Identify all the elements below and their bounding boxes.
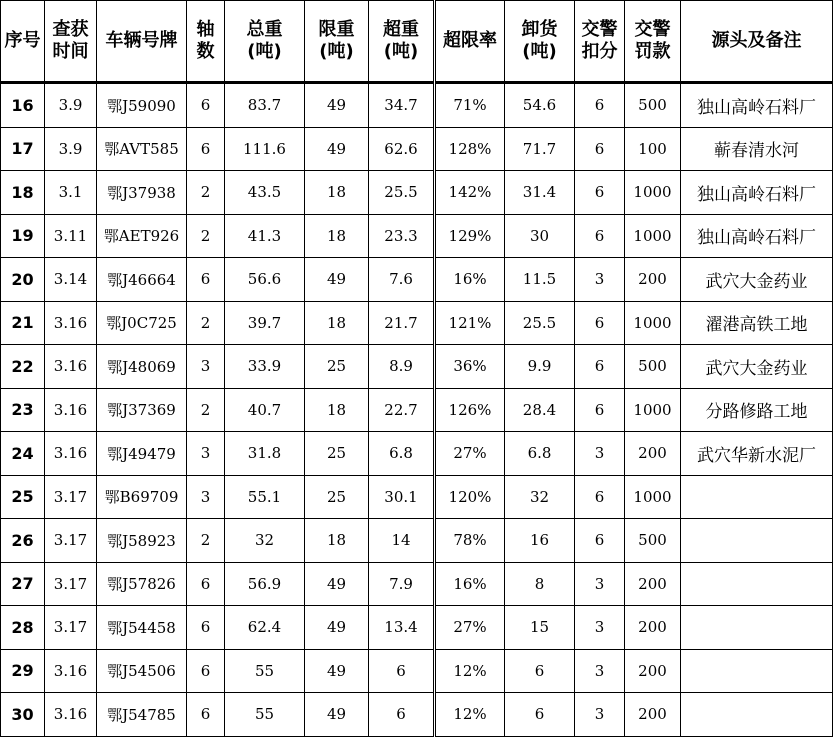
cell-index: 18 (1, 171, 45, 215)
table-header (1, 1, 833, 83)
cell-overload-rate: 12% (435, 649, 505, 693)
cell-gross-weight: 111.6 (225, 127, 305, 171)
cell-police-points: 6 (575, 171, 625, 215)
cell-axles: 6 (187, 649, 225, 693)
cell-index: 20 (1, 258, 45, 302)
cell-plate: 鄂AET926 (97, 214, 187, 258)
header-overload-rate (435, 1, 505, 83)
cell-police-fine: 200 (625, 432, 681, 476)
cell-seized-date: 3.16 (45, 693, 97, 737)
cell-axles: 6 (187, 258, 225, 302)
cell-index: 22 (1, 345, 45, 389)
cell-unloaded: 6 (505, 693, 575, 737)
cell-gross-weight: 55 (225, 649, 305, 693)
cell-plate: 鄂J58923 (97, 519, 187, 563)
cell-axles: 2 (187, 171, 225, 215)
cell-gross-weight: 32 (225, 519, 305, 563)
cell-weight-limit: 18 (305, 388, 369, 432)
cell-seized-date: 3.16 (45, 301, 97, 345)
cell-police-fine: 200 (625, 649, 681, 693)
cell-overweight: 6.8 (369, 432, 435, 476)
cell-police-points: 3 (575, 693, 625, 737)
cell-index: 29 (1, 649, 45, 693)
cell-overload-rate: 129% (435, 214, 505, 258)
cell-axles: 6 (187, 606, 225, 650)
header-gross-weight (225, 1, 305, 83)
cell-gross-weight: 55.1 (225, 475, 305, 519)
cell-police-fine: 200 (625, 562, 681, 606)
cell-overweight: 62.6 (369, 127, 435, 171)
cell-police-fine: 1000 (625, 301, 681, 345)
header-seized-date-line: 时间 (52, 41, 89, 62)
cell-police-points: 6 (575, 345, 625, 389)
cell-plate: 鄂J59090 (97, 83, 187, 128)
cell-police-fine: 500 (625, 519, 681, 563)
cell-axles: 6 (187, 83, 225, 128)
cell-police-fine: 500 (625, 345, 681, 389)
cell-index: 28 (1, 606, 45, 650)
cell-index: 30 (1, 693, 45, 737)
cell-police-fine: 1000 (625, 475, 681, 519)
cell-index: 24 (1, 432, 45, 476)
cell-axles: 2 (187, 301, 225, 345)
cell-seized-date: 3.17 (45, 562, 97, 606)
cell-plate: 鄂J0C725 (97, 301, 187, 345)
cell-unloaded: 25.5 (505, 301, 575, 345)
cell-plate: 鄂J57826 (97, 562, 187, 606)
cell-overload-rate: 12% (435, 693, 505, 737)
cell-unloaded: 11.5 (505, 258, 575, 302)
cell-weight-limit: 49 (305, 606, 369, 650)
cell-police-points: 3 (575, 258, 625, 302)
cell-source-remark: 武穴大金药业 (681, 345, 833, 389)
cell-police-points: 6 (575, 214, 625, 258)
cell-weight-limit: 49 (305, 258, 369, 302)
cell-weight-limit: 18 (305, 214, 369, 258)
cell-index: 25 (1, 475, 45, 519)
cell-plate: 鄂B69709 (97, 475, 187, 519)
cell-overload-rate: 126% (435, 388, 505, 432)
header-axles (187, 1, 225, 83)
cell-overweight: 6 (369, 693, 435, 737)
cell-gross-weight: 62.4 (225, 606, 305, 650)
cell-police-points: 3 (575, 432, 625, 476)
header-overweight (369, 1, 435, 83)
cell-gross-weight: 40.7 (225, 388, 305, 432)
cell-overload-rate: 128% (435, 127, 505, 171)
cell-police-fine: 500 (625, 83, 681, 128)
header-police-points-line: 交警 (581, 19, 618, 40)
cell-weight-limit: 49 (305, 693, 369, 737)
table-row (1, 519, 833, 563)
table-row (1, 432, 833, 476)
cell-axles: 3 (187, 345, 225, 389)
cell-source-remark: 武穴华新水泥厂 (681, 432, 833, 476)
cell-weight-limit: 25 (305, 345, 369, 389)
cell-source-remark: 独山高岭石料厂 (681, 171, 833, 215)
cell-index: 26 (1, 519, 45, 563)
cell-overload-rate: 120% (435, 475, 505, 519)
cell-police-fine: 1000 (625, 171, 681, 215)
cell-weight-limit: 18 (305, 519, 369, 563)
cell-overweight: 8.9 (369, 345, 435, 389)
cell-plate: 鄂J54506 (97, 649, 187, 693)
header-unloaded-line: (吨) (522, 41, 557, 62)
cell-unloaded: 9.9 (505, 345, 575, 389)
cell-unloaded: 54.6 (505, 83, 575, 128)
header-gross-weight-line: (吨) (247, 41, 282, 62)
cell-axles: 6 (187, 127, 225, 171)
cell-weight-limit: 25 (305, 475, 369, 519)
cell-weight-limit: 49 (305, 127, 369, 171)
cell-overload-rate: 16% (435, 562, 505, 606)
cell-plate: 鄂J48069 (97, 345, 187, 389)
cell-gross-weight: 55 (225, 693, 305, 737)
cell-weight-limit: 18 (305, 301, 369, 345)
header-overweight-line: (吨) (383, 41, 419, 62)
cell-source-remark (681, 519, 833, 563)
cell-overload-rate: 78% (435, 519, 505, 563)
cell-source-remark: 分路修路工地 (681, 388, 833, 432)
cell-source-remark: 濯港高铁工地 (681, 301, 833, 345)
header-weight-limit-line: (吨) (319, 41, 354, 62)
cell-seized-date: 3.17 (45, 519, 97, 563)
cell-index: 23 (1, 388, 45, 432)
cell-axles: 2 (187, 388, 225, 432)
cell-overload-rate: 142% (435, 171, 505, 215)
cell-overweight: 30.1 (369, 475, 435, 519)
cell-source-remark: 武穴大金药业 (681, 258, 833, 302)
table-row (1, 562, 833, 606)
cell-overweight: 22.7 (369, 388, 435, 432)
cell-overweight: 25.5 (369, 171, 435, 215)
cell-axles: 2 (187, 519, 225, 563)
cell-weight-limit: 18 (305, 171, 369, 215)
cell-gross-weight: 31.8 (225, 432, 305, 476)
cell-index: 19 (1, 214, 45, 258)
cell-weight-limit: 25 (305, 432, 369, 476)
cell-source-remark: 独山高岭石料厂 (681, 83, 833, 128)
cell-plate: 鄂J37369 (97, 388, 187, 432)
cell-unloaded: 32 (505, 475, 575, 519)
cell-overweight: 14 (369, 519, 435, 563)
header-plate (97, 1, 187, 83)
cell-overload-rate: 27% (435, 606, 505, 650)
cell-gross-weight: 41.3 (225, 214, 305, 258)
table-row (1, 649, 833, 693)
cell-unloaded: 6 (505, 649, 575, 693)
cell-axles: 6 (187, 693, 225, 737)
header-unloaded (505, 1, 575, 83)
cell-gross-weight: 83.7 (225, 83, 305, 128)
cell-overweight: 7.9 (369, 562, 435, 606)
header-row (1, 1, 833, 83)
cell-police-points: 3 (575, 562, 625, 606)
table-body (1, 83, 833, 737)
cell-index: 21 (1, 301, 45, 345)
header-overload-rate-line: 超限率 (443, 30, 497, 51)
cell-gross-weight: 56.9 (225, 562, 305, 606)
cell-source-remark (681, 562, 833, 606)
cell-plate: 鄂J46664 (97, 258, 187, 302)
cell-index: 16 (1, 83, 45, 128)
header-gross-weight-line: 总重 (246, 19, 283, 40)
cell-overweight: 34.7 (369, 83, 435, 128)
cell-unloaded: 16 (505, 519, 575, 563)
header-source-remark-line: 源头及备注 (711, 30, 802, 51)
table-row (1, 258, 833, 302)
cell-unloaded: 28.4 (505, 388, 575, 432)
cell-unloaded: 8 (505, 562, 575, 606)
cell-overload-rate: 121% (435, 301, 505, 345)
header-plate-line: 车辆号牌 (105, 30, 178, 51)
cell-police-points: 6 (575, 519, 625, 563)
cell-index: 17 (1, 127, 45, 171)
cell-source-remark (681, 606, 833, 650)
table-row (1, 475, 833, 519)
table-row (1, 127, 833, 171)
table-row (1, 693, 833, 737)
header-overweight-line: 超重 (383, 19, 419, 40)
header-seized-date (45, 1, 97, 83)
cell-police-fine: 1000 (625, 214, 681, 258)
table-row (1, 345, 833, 389)
cell-police-points: 6 (575, 83, 625, 128)
cell-unloaded: 6.8 (505, 432, 575, 476)
cell-gross-weight: 39.7 (225, 301, 305, 345)
cell-seized-date: 3.16 (45, 388, 97, 432)
cell-seized-date: 3.9 (45, 127, 97, 171)
cell-source-remark (681, 475, 833, 519)
cell-police-points: 3 (575, 649, 625, 693)
cell-unloaded: 31.4 (505, 171, 575, 215)
header-weight-limit (305, 1, 369, 83)
cell-unloaded: 15 (505, 606, 575, 650)
cell-seized-date: 3.11 (45, 214, 97, 258)
cell-index: 27 (1, 562, 45, 606)
cell-axles: 3 (187, 432, 225, 476)
cell-police-fine: 200 (625, 606, 681, 650)
table-row (1, 606, 833, 650)
cell-weight-limit: 49 (305, 83, 369, 128)
header-police-fine-line: 罚款 (634, 41, 671, 62)
table-row (1, 83, 833, 128)
header-police-fine (625, 1, 681, 83)
cell-source-remark: 独山高岭石料厂 (681, 214, 833, 258)
cell-seized-date: 3.9 (45, 83, 97, 128)
table-row (1, 301, 833, 345)
header-axles-line: 轴 (196, 19, 215, 40)
table-row (1, 171, 833, 215)
cell-plate: 鄂J54785 (97, 693, 187, 737)
cell-plate: 鄂J37938 (97, 171, 187, 215)
cell-plate: 鄂J49479 (97, 432, 187, 476)
cell-weight-limit: 49 (305, 562, 369, 606)
cell-overload-rate: 71% (435, 83, 505, 128)
cell-police-fine: 100 (625, 127, 681, 171)
cell-overweight: 21.7 (369, 301, 435, 345)
header-source-remark (681, 1, 833, 83)
header-unloaded-line: 卸货 (521, 19, 558, 40)
cell-gross-weight: 33.9 (225, 345, 305, 389)
cell-police-fine: 200 (625, 258, 681, 302)
cell-seized-date: 3.16 (45, 345, 97, 389)
cell-overweight: 13.4 (369, 606, 435, 650)
header-seized-date-line: 查获 (52, 19, 89, 40)
cell-seized-date: 3.1 (45, 171, 97, 215)
cell-source-remark (681, 693, 833, 737)
cell-police-fine: 1000 (625, 388, 681, 432)
cell-seized-date: 3.16 (45, 432, 97, 476)
cell-source-remark: 蕲春清水河 (681, 127, 833, 171)
header-weight-limit-line: 限重 (318, 19, 355, 40)
header-police-fine-line: 交警 (634, 19, 671, 40)
cell-seized-date: 3.14 (45, 258, 97, 302)
cell-overweight: 7.6 (369, 258, 435, 302)
cell-overload-rate: 16% (435, 258, 505, 302)
cell-gross-weight: 43.5 (225, 171, 305, 215)
cell-seized-date: 3.17 (45, 606, 97, 650)
cell-weight-limit: 49 (305, 649, 369, 693)
cell-police-points: 3 (575, 606, 625, 650)
cell-police-points: 6 (575, 127, 625, 171)
cell-plate: 鄂J54458 (97, 606, 187, 650)
cell-unloaded: 71.7 (505, 127, 575, 171)
cell-seized-date: 3.16 (45, 649, 97, 693)
cell-seized-date: 3.17 (45, 475, 97, 519)
cell-axles: 2 (187, 214, 225, 258)
cell-unloaded: 30 (505, 214, 575, 258)
header-police-points-line: 扣分 (581, 41, 618, 62)
cell-source-remark (681, 649, 833, 693)
header-index-line: 序号 (4, 30, 41, 51)
header-axles-line: 数 (196, 41, 215, 62)
cell-axles: 3 (187, 475, 225, 519)
header-index (1, 1, 45, 83)
cell-police-points: 6 (575, 301, 625, 345)
cell-overweight: 23.3 (369, 214, 435, 258)
cell-overload-rate: 36% (435, 345, 505, 389)
cell-overweight: 6 (369, 649, 435, 693)
cell-police-points: 6 (575, 388, 625, 432)
cell-axles: 6 (187, 562, 225, 606)
table-row (1, 214, 833, 258)
cell-plate: 鄂AVT585 (97, 127, 187, 171)
cell-gross-weight: 56.6 (225, 258, 305, 302)
cell-police-points: 6 (575, 475, 625, 519)
cell-overload-rate: 27% (435, 432, 505, 476)
cell-police-fine: 200 (625, 693, 681, 737)
table-row (1, 388, 833, 432)
header-police-points (575, 1, 625, 83)
